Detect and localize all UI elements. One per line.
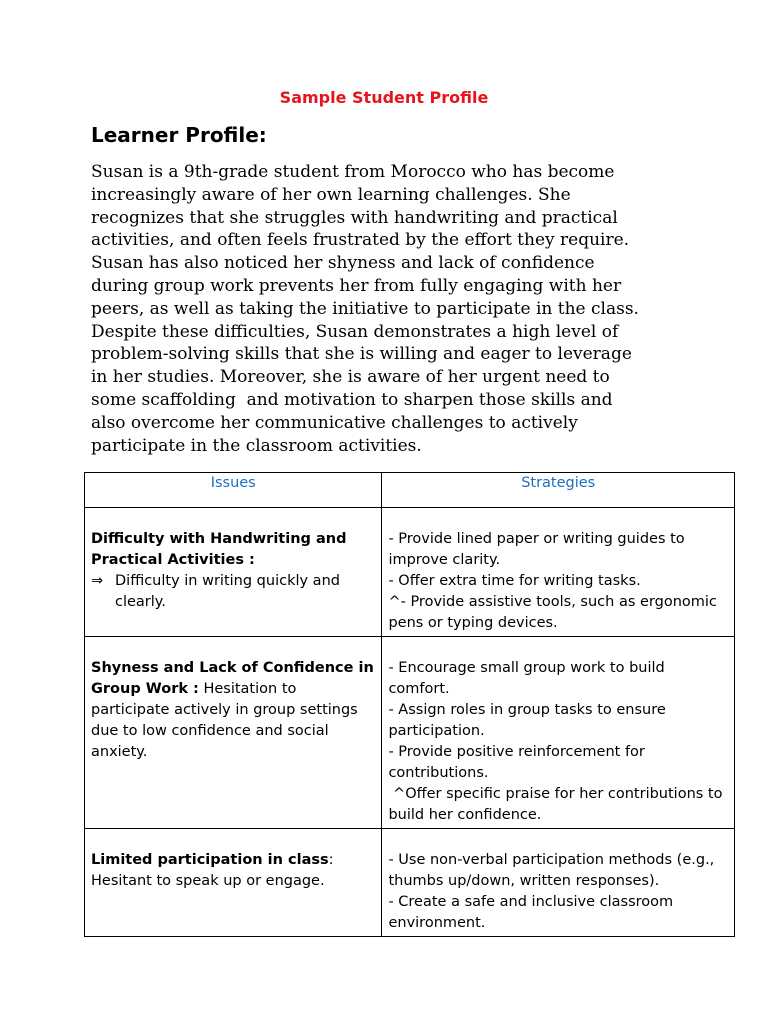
issue-text: : xyxy=(328,852,334,868)
paragraph-line: increasingly aware of her own learning challenges. She xyxy=(91,184,571,205)
paragraph-line: Despite these difficulties, Susan demonstrates a high level of xyxy=(91,321,619,342)
strategy-line: - Use non-verbal participation methods (e.g., xyxy=(388,852,715,868)
strategies-header: Strategies xyxy=(382,473,735,508)
learner-profile-heading: Learner Profile: xyxy=(91,123,267,147)
strategy-line: - Offer extra time for writing tasks. xyxy=(388,573,641,589)
profile-paragraph xyxy=(91,161,691,457)
strategy-cell xyxy=(382,508,735,637)
issues-strategies-table xyxy=(84,472,735,937)
table-row xyxy=(85,829,735,937)
document-title: Sample Student Profile xyxy=(279,88,489,107)
issue-text: anxiety. xyxy=(91,744,148,760)
paragraph-line: Susan is a 9th-grade student from Morocco who has become xyxy=(91,162,615,182)
strategy-line: thumbs up/down, written responses). xyxy=(388,873,660,889)
paragraph-line: some scaffolding and motivation to sharpen those skills and xyxy=(91,389,613,410)
table-header-row xyxy=(85,473,735,508)
issue-title: Practical Activities : xyxy=(91,552,255,568)
strategy-line: - Encourage small group work to build xyxy=(388,660,665,676)
right-arrow-icon: ⇒ xyxy=(91,573,104,589)
strategy-line: contributions. xyxy=(388,765,489,781)
paragraph-line: Susan has also noticed her shyness and lack of confidence xyxy=(91,253,595,274)
issue-title: Limited participation in class xyxy=(91,852,329,868)
paragraph-line: activities, and often feels frustrated by the effort they require. xyxy=(91,230,630,251)
issue-bullet xyxy=(91,571,375,592)
issue-title: Shyness and Lack of Confidence in xyxy=(91,660,374,676)
strategy-line: participation. xyxy=(388,723,485,739)
issue-bullet-text: Difficulty in writing quickly and xyxy=(115,573,340,589)
strategy-line: environment. xyxy=(388,915,486,931)
issue-text: Hesitation to xyxy=(198,681,297,697)
strategy-line: build her confidence. xyxy=(388,807,542,823)
paragraph-line: during group work prevents her from fully engaging with her xyxy=(91,275,622,296)
strategy-line: - Assign roles in group tasks to ensure xyxy=(388,702,666,718)
issue-title: Group Work : xyxy=(91,681,199,697)
issue-bullet-text: clearly. xyxy=(115,594,166,610)
paragraph-line: recognizes that she struggles with handwriting and practical xyxy=(91,207,618,228)
issue-text: Hesitant to speak up or engage. xyxy=(91,873,325,889)
paragraph-line: peers, as well as taking the initiative to participate in the class. xyxy=(91,298,639,319)
strategy-line: improve clarity. xyxy=(388,552,501,568)
paragraph-line: problem-solving skills that she is willing and eager to leverage xyxy=(91,344,632,365)
issue-cell xyxy=(85,829,382,937)
issue-text: due to low confidence and social xyxy=(91,723,329,739)
table-row xyxy=(85,637,735,829)
issue-cell xyxy=(85,508,382,637)
strategy-line: ^Offer specific praise for her contributions to xyxy=(388,786,723,802)
paragraph-line: in her studies. Moreover, she is aware of her urgent need to xyxy=(91,367,610,388)
issue-cell xyxy=(85,637,382,829)
strategy-line: pens or typing devices. xyxy=(388,615,558,631)
issue-text: participate actively in group settings xyxy=(91,702,358,718)
strategy-line: comfort. xyxy=(388,681,450,697)
paragraph-line: also overcome her communicative challenges to actively xyxy=(91,412,578,433)
strategy-cell xyxy=(382,637,735,829)
strategy-line: ^- Provide assistive tools, such as ergonomic xyxy=(388,594,717,610)
strategy-cell xyxy=(382,829,735,937)
issue-title: Difficulty with Handwriting and xyxy=(91,531,347,547)
paragraph-line: participate in the classroom activities. xyxy=(91,435,422,456)
strategy-line: - Provide lined paper or writing guides to xyxy=(388,531,685,547)
issues-header: Issues xyxy=(85,473,382,508)
strategy-line: - Create a safe and inclusive classroom xyxy=(388,894,674,910)
strategy-line: - Provide positive reinforcement for xyxy=(388,744,645,760)
table-row xyxy=(85,508,735,637)
